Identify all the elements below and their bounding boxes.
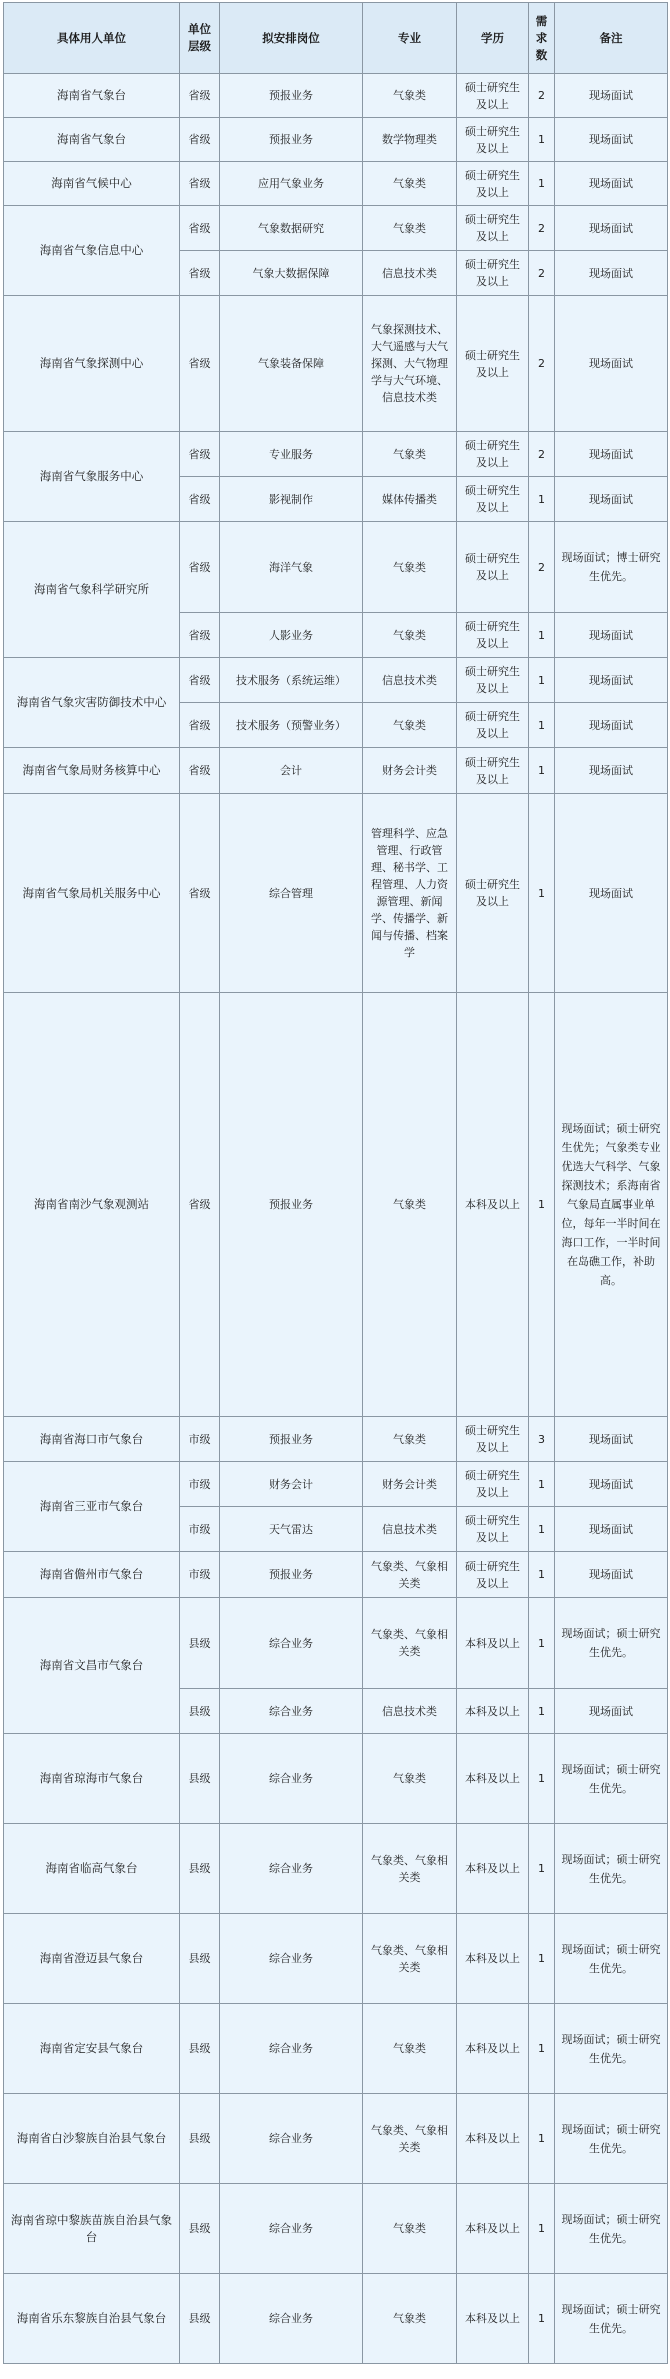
education-cell: 本科及以上 [457, 1824, 529, 1914]
header-major: 专业 [363, 3, 457, 74]
level-cell: 省级 [180, 993, 220, 1417]
major-cell: 气象类 [363, 1417, 457, 1462]
major-cell: 气象类、气象相关类 [363, 1824, 457, 1914]
table-row [4, 1914, 668, 2004]
position-cell: 技术服务（系统运维） [220, 658, 363, 703]
unit-cell: 海南省海口市气象台 [4, 1417, 180, 1462]
header-row [4, 3, 668, 74]
quantity-cell: 1 [529, 794, 555, 993]
quantity-cell: 1 [529, 1552, 555, 1598]
education-cell: 硕士研究生及以上 [457, 251, 529, 296]
level-cell: 省级 [180, 118, 220, 162]
quantity-cell: 2 [529, 206, 555, 251]
level-cell: 县级 [180, 2004, 220, 2094]
unit-cell: 海南省白沙黎族自治县气象台 [4, 2094, 180, 2184]
major-cell: 信息技术类 [363, 1689, 457, 1734]
major-cell: 气象探测技术、大气遥感与大气探测、大气物理学与大气环境、信息技术类 [363, 296, 457, 432]
major-cell: 气象类 [363, 613, 457, 658]
education-cell: 本科及以上 [457, 993, 529, 1417]
recruitment-table-container [3, 2, 667, 2364]
position-cell: 预报业务 [220, 1552, 363, 1598]
unit-cell: 海南省南沙气象观测站 [4, 993, 180, 1417]
position-cell: 综合业务 [220, 1824, 363, 1914]
quantity-cell: 1 [529, 2184, 555, 2274]
education-cell: 硕士研究生及以上 [457, 296, 529, 432]
table-row [4, 748, 668, 794]
table-body [4, 74, 668, 2364]
position-cell: 专业服务 [220, 432, 363, 477]
education-cell: 硕士研究生及以上 [457, 1552, 529, 1598]
major-cell: 信息技术类 [363, 1507, 457, 1552]
level-cell: 县级 [180, 1598, 220, 1689]
education-cell: 硕士研究生及以上 [457, 118, 529, 162]
unit-cell: 海南省气象科学研究所 [4, 522, 180, 658]
header-quantity: 需求数 [529, 3, 555, 74]
position-cell: 应用气象业务 [220, 162, 363, 206]
remark-cell: 现场面试 [555, 1462, 668, 1507]
major-cell: 气象类、气象相关类 [363, 1552, 457, 1598]
major-cell: 气象类 [363, 522, 457, 613]
level-cell: 市级 [180, 1552, 220, 1598]
table-row [4, 74, 668, 118]
table-row [4, 993, 668, 1417]
position-cell: 综合业务 [220, 1598, 363, 1689]
table-row [4, 1417, 668, 1462]
remark-cell: 现场面试；硕士研究生优先。 [555, 2004, 668, 2094]
quantity-cell: 1 [529, 2094, 555, 2184]
level-cell: 市级 [180, 1462, 220, 1507]
table-row [4, 794, 668, 993]
position-cell: 综合业务 [220, 2004, 363, 2094]
position-cell: 气象装备保障 [220, 296, 363, 432]
education-cell: 硕士研究生及以上 [457, 748, 529, 794]
major-cell: 气象类 [363, 993, 457, 1417]
level-cell: 县级 [180, 2184, 220, 2274]
quantity-cell: 1 [529, 1598, 555, 1689]
education-cell: 本科及以上 [457, 2184, 529, 2274]
unit-cell: 海南省气象台 [4, 118, 180, 162]
major-cell: 气象类、气象相关类 [363, 1598, 457, 1689]
education-cell: 本科及以上 [457, 1734, 529, 1824]
education-cell: 本科及以上 [457, 1914, 529, 2004]
position-cell: 会计 [220, 748, 363, 794]
level-cell: 县级 [180, 1734, 220, 1824]
table-row [4, 1734, 668, 1824]
education-cell: 硕士研究生及以上 [457, 1462, 529, 1507]
education-cell: 本科及以上 [457, 2004, 529, 2094]
remark-cell: 现场面试 [555, 658, 668, 703]
quantity-cell: 1 [529, 1462, 555, 1507]
remark-cell: 现场面试 [555, 162, 668, 206]
unit-cell: 海南省气象灾害防御技术中心 [4, 658, 180, 748]
table-row [4, 1598, 668, 1689]
quantity-cell: 1 [529, 658, 555, 703]
major-cell: 气象类 [363, 1734, 457, 1824]
education-cell: 硕士研究生及以上 [457, 432, 529, 477]
level-cell: 县级 [180, 1824, 220, 1914]
table-row [4, 1824, 668, 1914]
remark-cell: 现场面试 [555, 296, 668, 432]
position-cell: 综合业务 [220, 2094, 363, 2184]
table-row [4, 432, 668, 477]
quantity-cell: 3 [529, 1417, 555, 1462]
major-cell: 气象类 [363, 2274, 457, 2364]
unit-cell: 海南省气象局机关服务中心 [4, 794, 180, 993]
major-cell: 财务会计类 [363, 1462, 457, 1507]
major-cell: 财务会计类 [363, 748, 457, 794]
education-cell: 硕士研究生及以上 [457, 74, 529, 118]
unit-cell: 海南省气象局财务核算中心 [4, 748, 180, 794]
remark-cell: 现场面试 [555, 477, 668, 522]
remark-cell: 现场面试 [555, 1507, 668, 1552]
position-cell: 海洋气象 [220, 522, 363, 613]
position-cell: 预报业务 [220, 1417, 363, 1462]
remark-cell: 现场面试 [555, 703, 668, 748]
remark-cell: 现场面试 [555, 613, 668, 658]
level-cell: 市级 [180, 1417, 220, 1462]
level-cell: 县级 [180, 2094, 220, 2184]
remark-cell: 现场面试；硕士研究生优先。 [555, 1914, 668, 2004]
major-cell: 管理科学、应急管理、行政管理、秘书学、工程管理、人力资源管理、新闻学、传播学、新闻与传播、档案学 [363, 794, 457, 993]
level-cell: 省级 [180, 703, 220, 748]
education-cell: 硕士研究生及以上 [457, 1417, 529, 1462]
position-cell: 综合管理 [220, 794, 363, 993]
table-row [4, 118, 668, 162]
unit-cell: 海南省琼海市气象台 [4, 1734, 180, 1824]
quantity-cell: 2 [529, 432, 555, 477]
quantity-cell: 1 [529, 118, 555, 162]
table-row [4, 206, 668, 251]
quantity-cell: 1 [529, 2274, 555, 2364]
remark-cell: 现场面试；硕士研究生优先。 [555, 2274, 668, 2364]
position-cell: 天气雷达 [220, 1507, 363, 1552]
position-cell: 技术服务（预警业务） [220, 703, 363, 748]
unit-cell: 海南省三亚市气象台 [4, 1462, 180, 1552]
header-level: 单位层级 [180, 3, 220, 74]
major-cell: 气象类 [363, 2184, 457, 2274]
position-cell: 气象大数据保障 [220, 251, 363, 296]
table-row [4, 296, 668, 432]
level-cell: 省级 [180, 522, 220, 613]
education-cell: 本科及以上 [457, 1598, 529, 1689]
header-position: 拟安排岗位 [220, 3, 363, 74]
remark-cell: 现场面试 [555, 432, 668, 477]
table-row [4, 2274, 668, 2364]
level-cell: 省级 [180, 162, 220, 206]
unit-cell: 海南省儋州市气象台 [4, 1552, 180, 1598]
quantity-cell: 1 [529, 1507, 555, 1552]
unit-cell: 海南省临高气象台 [4, 1824, 180, 1914]
major-cell: 气象类 [363, 703, 457, 748]
header-unit: 具体用人单位 [4, 3, 180, 74]
level-cell: 省级 [180, 432, 220, 477]
education-cell: 硕士研究生及以上 [457, 522, 529, 613]
table-row [4, 2004, 668, 2094]
position-cell: 综合业务 [220, 1689, 363, 1734]
quantity-cell: 1 [529, 1824, 555, 1914]
major-cell: 气象类、气象相关类 [363, 2094, 457, 2184]
education-cell: 硕士研究生及以上 [457, 613, 529, 658]
remark-cell: 现场面试；硕士研究生优先。 [555, 1598, 668, 1689]
unit-cell: 海南省澄迈县气象台 [4, 1914, 180, 2004]
education-cell: 硕士研究生及以上 [457, 477, 529, 522]
level-cell: 县级 [180, 1689, 220, 1734]
quantity-cell: 1 [529, 613, 555, 658]
table-row [4, 1552, 668, 1598]
position-cell: 综合业务 [220, 2184, 363, 2274]
remark-cell: 现场面试 [555, 1417, 668, 1462]
education-cell: 本科及以上 [457, 1689, 529, 1734]
recruitment-table [3, 2, 668, 2364]
level-cell: 省级 [180, 794, 220, 993]
unit-cell: 海南省气象探测中心 [4, 296, 180, 432]
major-cell: 气象类、气象相关类 [363, 1914, 457, 2004]
unit-cell: 海南省气候中心 [4, 162, 180, 206]
level-cell: 省级 [180, 613, 220, 658]
major-cell: 气象类 [363, 74, 457, 118]
education-cell: 本科及以上 [457, 2094, 529, 2184]
table-row [4, 2184, 668, 2274]
position-cell: 预报业务 [220, 993, 363, 1417]
major-cell: 气象类 [363, 2004, 457, 2094]
level-cell: 省级 [180, 296, 220, 432]
major-cell: 数学物理类 [363, 118, 457, 162]
unit-cell: 海南省气象信息中心 [4, 206, 180, 296]
remark-cell: 现场面试 [555, 206, 668, 251]
level-cell: 省级 [180, 206, 220, 251]
remark-cell: 现场面试；硕士研究生优先。 [555, 2184, 668, 2274]
quantity-cell: 2 [529, 74, 555, 118]
level-cell: 省级 [180, 251, 220, 296]
position-cell: 人影业务 [220, 613, 363, 658]
education-cell: 硕士研究生及以上 [457, 206, 529, 251]
major-cell: 信息技术类 [363, 251, 457, 296]
remark-cell: 现场面试 [555, 251, 668, 296]
quantity-cell: 1 [529, 1734, 555, 1824]
position-cell: 预报业务 [220, 118, 363, 162]
quantity-cell: 1 [529, 748, 555, 794]
position-cell: 综合业务 [220, 2274, 363, 2364]
level-cell: 县级 [180, 2274, 220, 2364]
position-cell: 综合业务 [220, 1734, 363, 1824]
table-row [4, 522, 668, 613]
level-cell: 市级 [180, 1507, 220, 1552]
remark-cell: 现场面试；硕士研究生优先。 [555, 2094, 668, 2184]
remark-cell: 现场面试；硕士研究生优先；气象类专业优选大气科学、气象探测技术；系海南省气象局直属事业单位，每年一半时间在海口工作，一半时间在岛礁工作，补助高。 [555, 993, 668, 1417]
major-cell: 信息技术类 [363, 658, 457, 703]
position-cell: 综合业务 [220, 1914, 363, 2004]
education-cell: 硕士研究生及以上 [457, 794, 529, 993]
remark-cell: 现场面试 [555, 748, 668, 794]
quantity-cell: 1 [529, 2004, 555, 2094]
quantity-cell: 2 [529, 522, 555, 613]
unit-cell: 海南省气象台 [4, 74, 180, 118]
remark-cell: 现场面试 [555, 794, 668, 993]
quantity-cell: 2 [529, 251, 555, 296]
remark-cell: 现场面试 [555, 74, 668, 118]
remark-cell: 现场面试；硕士研究生优先。 [555, 1824, 668, 1914]
quantity-cell: 1 [529, 477, 555, 522]
major-cell: 气象类 [363, 432, 457, 477]
position-cell: 影视制作 [220, 477, 363, 522]
table-row [4, 162, 668, 206]
education-cell: 硕士研究生及以上 [457, 162, 529, 206]
level-cell: 省级 [180, 477, 220, 522]
level-cell: 省级 [180, 74, 220, 118]
position-cell: 财务会计 [220, 1462, 363, 1507]
education-cell: 硕士研究生及以上 [457, 1507, 529, 1552]
header-education: 学历 [457, 3, 529, 74]
quantity-cell: 1 [529, 1914, 555, 2004]
remark-cell: 现场面试 [555, 118, 668, 162]
unit-cell: 海南省气象服务中心 [4, 432, 180, 522]
remark-cell: 现场面试 [555, 1689, 668, 1734]
table-row [4, 1462, 668, 1507]
level-cell: 省级 [180, 748, 220, 794]
major-cell: 气象类 [363, 162, 457, 206]
header-remark: 备注 [555, 3, 668, 74]
position-cell: 气象数据研究 [220, 206, 363, 251]
table-row [4, 658, 668, 703]
unit-cell: 海南省文昌市气象台 [4, 1598, 180, 1734]
quantity-cell: 1 [529, 993, 555, 1417]
major-cell: 媒体传播类 [363, 477, 457, 522]
quantity-cell: 2 [529, 296, 555, 432]
education-cell: 本科及以上 [457, 2274, 529, 2364]
remark-cell: 现场面试 [555, 1552, 668, 1598]
quantity-cell: 1 [529, 162, 555, 206]
level-cell: 省级 [180, 658, 220, 703]
quantity-cell: 1 [529, 1689, 555, 1734]
remark-cell: 现场面试；博士研究生优先。 [555, 522, 668, 613]
education-cell: 硕士研究生及以上 [457, 658, 529, 703]
unit-cell: 海南省定安县气象台 [4, 2004, 180, 2094]
level-cell: 县级 [180, 1914, 220, 2004]
major-cell: 气象类 [363, 206, 457, 251]
position-cell: 预报业务 [220, 74, 363, 118]
unit-cell: 海南省琼中黎族苗族自治县气象台 [4, 2184, 180, 2274]
remark-cell: 现场面试；硕士研究生优先。 [555, 1734, 668, 1824]
table-row [4, 2094, 668, 2184]
quantity-cell: 1 [529, 703, 555, 748]
unit-cell: 海南省乐东黎族自治县气象台 [4, 2274, 180, 2364]
education-cell: 硕士研究生及以上 [457, 703, 529, 748]
